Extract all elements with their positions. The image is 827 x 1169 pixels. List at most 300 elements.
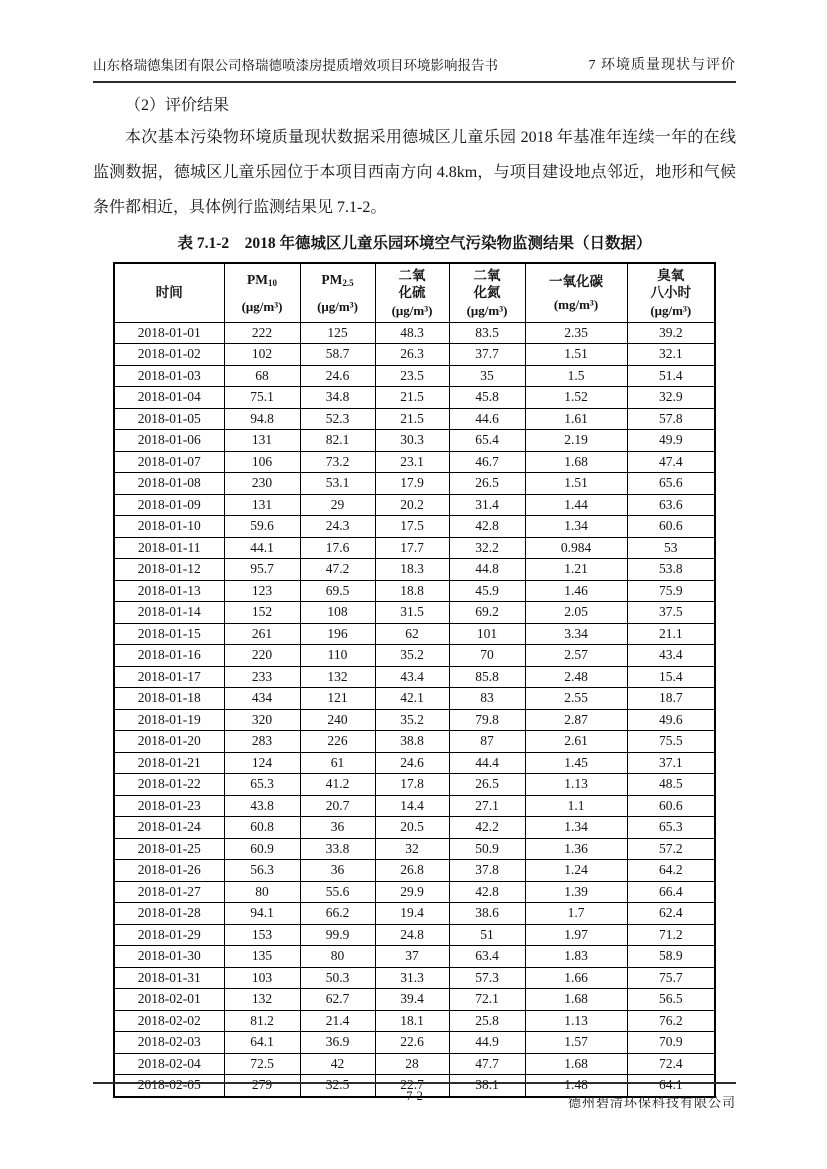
table-cell: 25.8 [449, 1010, 525, 1032]
table-row [114, 365, 715, 387]
page-number: 7-2 [406, 1089, 423, 1103]
table-cell: 2.57 [525, 645, 627, 667]
table-cell: 57.2 [627, 838, 715, 860]
table-cell: 29 [300, 494, 375, 516]
table-cell: 2018-01-07 [114, 451, 224, 473]
table-cell: 41.2 [300, 774, 375, 796]
table-cell: 76.2 [627, 1010, 715, 1032]
table-row [114, 430, 715, 452]
table-cell: 132 [224, 989, 300, 1011]
table-cell: 1.66 [525, 967, 627, 989]
table-cell: 21.5 [375, 408, 449, 430]
table-title: 表 7.1-2 2018 年德城区儿童乐园环境空气污染物监测结果（日数据） [177, 235, 652, 252]
table-cell: 24.8 [375, 924, 449, 946]
table-cell: 108 [300, 602, 375, 624]
table-cell: 36 [300, 817, 375, 839]
table-cell: 48.3 [375, 322, 449, 344]
table-cell: 49.9 [627, 430, 715, 452]
table-cell: 1.57 [525, 1032, 627, 1054]
table-row [114, 774, 715, 796]
table-cell: 44.4 [449, 752, 525, 774]
monitoring-table [113, 262, 716, 1098]
table-cell: 14.4 [375, 795, 449, 817]
table-cell: 55.6 [300, 881, 375, 903]
table-cell: 279 [224, 1075, 300, 1097]
table-cell: 37.8 [449, 860, 525, 882]
table-row [114, 451, 715, 473]
page-footer [93, 1082, 736, 1110]
table-cell: 2018-01-27 [114, 881, 224, 903]
table-cell: 152 [224, 602, 300, 624]
table-cell: 81.2 [224, 1010, 300, 1032]
table-cell: 2018-01-02 [114, 344, 224, 366]
table-cell: 20.2 [375, 494, 449, 516]
table-cell: 61 [300, 752, 375, 774]
table-cell: 72.5 [224, 1053, 300, 1075]
table-cell: 34.8 [300, 387, 375, 409]
table-cell: 52.3 [300, 408, 375, 430]
table-cell: 50.9 [449, 838, 525, 860]
table-cell: 1.5 [525, 365, 627, 387]
table-cell: 196 [300, 623, 375, 645]
table-cell: 0.984 [525, 537, 627, 559]
table-cell: 36.9 [300, 1032, 375, 1054]
table-row [114, 1053, 715, 1075]
table-cell: 17.6 [300, 537, 375, 559]
table-cell: 79.8 [449, 709, 525, 731]
table-cell: 1.45 [525, 752, 627, 774]
table-cell: 101 [449, 623, 525, 645]
table-cell: 60.6 [627, 795, 715, 817]
table-cell: 35 [449, 365, 525, 387]
table-cell: 95.7 [224, 559, 300, 581]
table-cell: 56.5 [627, 989, 715, 1011]
table-cell: 26.8 [375, 860, 449, 882]
table-cell: 42.2 [449, 817, 525, 839]
header-row [114, 263, 715, 322]
table-row [114, 344, 715, 366]
table-cell: 226 [300, 731, 375, 753]
table-row [114, 903, 715, 925]
table-cell: 73.2 [300, 451, 375, 473]
table-cell: 2018-01-04 [114, 387, 224, 409]
table-cell: 1.39 [525, 881, 627, 903]
table-cell: 43.4 [375, 666, 449, 688]
table-cell: 21.5 [375, 387, 449, 409]
table-cell: 57.8 [627, 408, 715, 430]
table-cell: 53.1 [300, 473, 375, 495]
table-row [114, 516, 715, 538]
column-header: 二氧 化硫 (μg/m³) [375, 263, 449, 322]
table-cell: 83.5 [449, 322, 525, 344]
table-row [114, 752, 715, 774]
table-cell: 26.3 [375, 344, 449, 366]
table-row [114, 946, 715, 968]
table-cell: 2018-01-06 [114, 430, 224, 452]
table-cell: 24.6 [300, 365, 375, 387]
table-cell: 320 [224, 709, 300, 731]
table-row [114, 408, 715, 430]
table-cell: 2018-01-15 [114, 623, 224, 645]
table-cell: 44.1 [224, 537, 300, 559]
table-cell: 66.2 [300, 903, 375, 925]
table-cell: 2018-02-02 [114, 1010, 224, 1032]
page-content [93, 93, 736, 1098]
table-cell: 2018-01-14 [114, 602, 224, 624]
table-cell: 240 [300, 709, 375, 731]
table-cell: 39.4 [375, 989, 449, 1011]
table-cell: 24.6 [375, 752, 449, 774]
table-row [114, 1032, 715, 1054]
table-cell: 17.8 [375, 774, 449, 796]
table-cell: 62.4 [627, 903, 715, 925]
footer-company: 德州碧清环保科技有限公司 [567, 1095, 736, 1110]
table-cell: 32.9 [627, 387, 715, 409]
table-cell: 35.2 [375, 709, 449, 731]
table-cell: 261 [224, 623, 300, 645]
table-cell: 60.6 [627, 516, 715, 538]
table-cell: 103 [224, 967, 300, 989]
table-cell: 71.2 [627, 924, 715, 946]
table-cell: 102 [224, 344, 300, 366]
table-row [114, 709, 715, 731]
table-cell: 2018-01-21 [114, 752, 224, 774]
table-row [114, 666, 715, 688]
table-cell: 222 [224, 322, 300, 344]
table-cell: 64.2 [627, 860, 715, 882]
table-cell: 2018-01-10 [114, 516, 224, 538]
table-cell: 32.2 [449, 537, 525, 559]
table-cell: 63.6 [627, 494, 715, 516]
table-cell: 1.68 [525, 1053, 627, 1075]
table-cell: 32.1 [627, 344, 715, 366]
table-cell: 27.1 [449, 795, 525, 817]
table-cell: 2018-01-12 [114, 559, 224, 581]
table-cell: 85.8 [449, 666, 525, 688]
table-cell: 2018-02-01 [114, 989, 224, 1011]
table-cell: 1.52 [525, 387, 627, 409]
table-cell: 56.3 [224, 860, 300, 882]
table-cell: 2018-01-16 [114, 645, 224, 667]
header-right-title: 7 环境质量现状与评价 [588, 58, 736, 73]
table-cell: 22.7 [375, 1075, 449, 1097]
table-cell: 59.6 [224, 516, 300, 538]
table-cell: 75.9 [627, 580, 715, 602]
table-cell: 33.8 [300, 838, 375, 860]
table-cell: 1.34 [525, 817, 627, 839]
table-cell: 36 [300, 860, 375, 882]
table-cell: 1.24 [525, 860, 627, 882]
page-header [93, 54, 736, 83]
table-cell: 2018-02-05 [114, 1075, 224, 1097]
table-cell: 1.44 [525, 494, 627, 516]
table-cell: 21.1 [627, 623, 715, 645]
column-header: 一氧化碳 (mg/m³) [525, 263, 627, 322]
table-cell: 35.2 [375, 645, 449, 667]
table-cell: 44.6 [449, 408, 525, 430]
table-cell: 2018-01-26 [114, 860, 224, 882]
table-row [114, 580, 715, 602]
table-cell: 28 [375, 1053, 449, 1075]
table-row [114, 1010, 715, 1032]
table-cell: 31.3 [375, 967, 449, 989]
table-cell: 42.8 [449, 881, 525, 903]
table-body [114, 322, 715, 1097]
table-cell: 70.9 [627, 1032, 715, 1054]
table-cell: 64.1 [224, 1032, 300, 1054]
table-cell: 94.8 [224, 408, 300, 430]
table-cell: 153 [224, 924, 300, 946]
body-paragraph: 本次基本污染物环境质量现状数据采用德城区儿童乐园 2018 年基准年连续一年的在线监测数据，德城区儿童乐园位于本项目西南方向 4.8km，与项目建设地点邻近，地形和气候条件都相近，具体例行监测结果见 7.1-2。 [93, 129, 736, 216]
table-cell: 23.1 [375, 451, 449, 473]
table-header [114, 263, 715, 322]
table-cell: 18.3 [375, 559, 449, 581]
table-cell: 65.3 [224, 774, 300, 796]
table-row [114, 881, 715, 903]
table-cell: 2018-01-19 [114, 709, 224, 731]
table-cell: 82.1 [300, 430, 375, 452]
table-cell: 1.7 [525, 903, 627, 925]
table-cell: 21.4 [300, 1010, 375, 1032]
table-cell: 60.8 [224, 817, 300, 839]
table-row [114, 795, 715, 817]
table-cell: 2.87 [525, 709, 627, 731]
table-cell: 1.36 [525, 838, 627, 860]
table-cell: 80 [300, 946, 375, 968]
table-cell: 66.4 [627, 881, 715, 903]
table-cell: 2018-01-22 [114, 774, 224, 796]
table-row [114, 989, 715, 1011]
table-cell: 32 [375, 838, 449, 860]
table-cell: 32.5 [300, 1075, 375, 1097]
table-cell: 20.7 [300, 795, 375, 817]
table-cell: 42 [300, 1053, 375, 1075]
table-cell: 2018-01-03 [114, 365, 224, 387]
table-cell: 20.5 [375, 817, 449, 839]
table-row [114, 688, 715, 710]
table-cell: 47.4 [627, 451, 715, 473]
table-cell: 2.55 [525, 688, 627, 710]
table-cell: 135 [224, 946, 300, 968]
table-cell: 1.51 [525, 344, 627, 366]
table-cell: 1.1 [525, 795, 627, 817]
table-cell: 110 [300, 645, 375, 667]
table-cell: 1.51 [525, 473, 627, 495]
table-cell: 18.7 [627, 688, 715, 710]
table-cell: 30.3 [375, 430, 449, 452]
table-cell: 2018-01-30 [114, 946, 224, 968]
table-cell: 132 [300, 666, 375, 688]
table-cell: 1.21 [525, 559, 627, 581]
table-cell: 57.3 [449, 967, 525, 989]
table-row [114, 602, 715, 624]
table-cell: 2018-01-17 [114, 666, 224, 688]
table-cell: 60.9 [224, 838, 300, 860]
table-cell: 123 [224, 580, 300, 602]
table-cell: 51.4 [627, 365, 715, 387]
table-cell: 47.2 [300, 559, 375, 581]
table-cell: 1.46 [525, 580, 627, 602]
table-cell: 2018-01-11 [114, 537, 224, 559]
table-row [114, 537, 715, 559]
table-cell: 2018-01-20 [114, 731, 224, 753]
column-header: $PM_{10}$ (μg/m³) [224, 263, 300, 322]
table-cell: 24.3 [300, 516, 375, 538]
table-row [114, 473, 715, 495]
table-cell: 65.6 [627, 473, 715, 495]
table-cell: 75.5 [627, 731, 715, 753]
table-cell: 46.7 [449, 451, 525, 473]
table-cell: 1.83 [525, 946, 627, 968]
table-cell: 37 [375, 946, 449, 968]
table-row [114, 494, 715, 516]
table-cell: 69.5 [300, 580, 375, 602]
table-cell: 131 [224, 430, 300, 452]
table-cell: 62.7 [300, 989, 375, 1011]
table-cell: 87 [449, 731, 525, 753]
table-row [114, 322, 715, 344]
table-cell: 75.7 [627, 967, 715, 989]
table-cell: 72.4 [627, 1053, 715, 1075]
table-cell: 2018-01-13 [114, 580, 224, 602]
header-left-title: 山东格瑞德集团有限公司格瑞德喷漆房提质增效项目环境影响报告书 [93, 58, 498, 73]
table-cell: 1.61 [525, 408, 627, 430]
table-cell: 233 [224, 666, 300, 688]
table-cell: 220 [224, 645, 300, 667]
table-row [114, 623, 715, 645]
table-row [114, 860, 715, 882]
table-cell: 2018-01-23 [114, 795, 224, 817]
table-cell: 3.34 [525, 623, 627, 645]
table-cell: 2.61 [525, 731, 627, 753]
table-cell: 42.1 [375, 688, 449, 710]
table-cell: 43.8 [224, 795, 300, 817]
table-cell: 1.68 [525, 989, 627, 1011]
table-cell: 1.34 [525, 516, 627, 538]
table-cell: 69.2 [449, 602, 525, 624]
table-cell: 94.1 [224, 903, 300, 925]
table-cell: 2018-01-24 [114, 817, 224, 839]
table-cell: 1.13 [525, 774, 627, 796]
table-cell: 17.9 [375, 473, 449, 495]
table-cell: 121 [300, 688, 375, 710]
section-heading: （2）评价结果 [125, 97, 230, 114]
table-row [114, 559, 715, 581]
table-cell: 2018-01-05 [114, 408, 224, 430]
table-cell: 99.9 [300, 924, 375, 946]
table-cell: 65.4 [449, 430, 525, 452]
table-cell: 37.1 [627, 752, 715, 774]
table-cell: 53.8 [627, 559, 715, 581]
table-cell: 124 [224, 752, 300, 774]
table-cell: 72.1 [449, 989, 525, 1011]
table-cell: 37.5 [627, 602, 715, 624]
table-cell: 62 [375, 623, 449, 645]
table-cell: 44.8 [449, 559, 525, 581]
table-row [114, 817, 715, 839]
table-cell: 22.6 [375, 1032, 449, 1054]
table-cell: 31.5 [375, 602, 449, 624]
table-cell: 42.8 [449, 516, 525, 538]
table-cell: 1.48 [525, 1075, 627, 1097]
column-header: $PM_{2.5}$ (μg/m³) [300, 263, 375, 322]
table-cell: 29.9 [375, 881, 449, 903]
table-cell: 64.1 [627, 1075, 715, 1097]
table-row [114, 967, 715, 989]
table-cell: 2018-01-08 [114, 473, 224, 495]
table-cell: 43.4 [627, 645, 715, 667]
table-cell: 48.5 [627, 774, 715, 796]
table-cell: 2018-02-04 [114, 1053, 224, 1075]
table-cell: 39.2 [627, 322, 715, 344]
table-cell: 58.7 [300, 344, 375, 366]
table-cell: 23.5 [375, 365, 449, 387]
table-cell: 38.8 [375, 731, 449, 753]
table-cell: 2.19 [525, 430, 627, 452]
table-row [114, 645, 715, 667]
table-cell: 1.68 [525, 451, 627, 473]
table-cell: 26.5 [449, 473, 525, 495]
table-row [114, 838, 715, 860]
table-cell: 1.97 [525, 924, 627, 946]
table-cell: 19.4 [375, 903, 449, 925]
table-cell: 2.48 [525, 666, 627, 688]
table-cell: 44.9 [449, 1032, 525, 1054]
table-cell: 17.5 [375, 516, 449, 538]
table-cell: 2018-01-29 [114, 924, 224, 946]
table-cell: 83 [449, 688, 525, 710]
table-row [114, 924, 715, 946]
table-cell: 58.9 [627, 946, 715, 968]
table-cell: 2.05 [525, 602, 627, 624]
table-cell: 2018-01-31 [114, 967, 224, 989]
table-cell: 2.35 [525, 322, 627, 344]
table-cell: 75.1 [224, 387, 300, 409]
table-cell: 65.3 [627, 817, 715, 839]
table-cell: 38.6 [449, 903, 525, 925]
table-cell: 1.13 [525, 1010, 627, 1032]
table-cell: 18.8 [375, 580, 449, 602]
table-cell: 70 [449, 645, 525, 667]
table-cell: 2018-01-01 [114, 322, 224, 344]
table-row [114, 731, 715, 753]
table-cell: 53 [627, 537, 715, 559]
table-cell: 47.7 [449, 1053, 525, 1075]
table-cell: 51 [449, 924, 525, 946]
table-cell: 49.6 [627, 709, 715, 731]
column-header: 二氧 化氮 (μg/m³) [449, 263, 525, 322]
table-cell: 45.8 [449, 387, 525, 409]
table-cell: 68 [224, 365, 300, 387]
table-cell: 131 [224, 494, 300, 516]
table-cell: 434 [224, 688, 300, 710]
table-cell: 18.1 [375, 1010, 449, 1032]
table-cell: 38.1 [449, 1075, 525, 1097]
table-cell: 37.7 [449, 344, 525, 366]
table-cell: 2018-01-09 [114, 494, 224, 516]
table-cell: 26.5 [449, 774, 525, 796]
table-cell: 80 [224, 881, 300, 903]
table-cell: 2018-02-03 [114, 1032, 224, 1054]
table-cell: 63.4 [449, 946, 525, 968]
table-cell: 230 [224, 473, 300, 495]
table-cell: 17.7 [375, 537, 449, 559]
table-cell: 31.4 [449, 494, 525, 516]
table-cell: 2018-01-18 [114, 688, 224, 710]
table-cell: 106 [224, 451, 300, 473]
table-cell: 2018-01-25 [114, 838, 224, 860]
table-cell: 50.3 [300, 967, 375, 989]
